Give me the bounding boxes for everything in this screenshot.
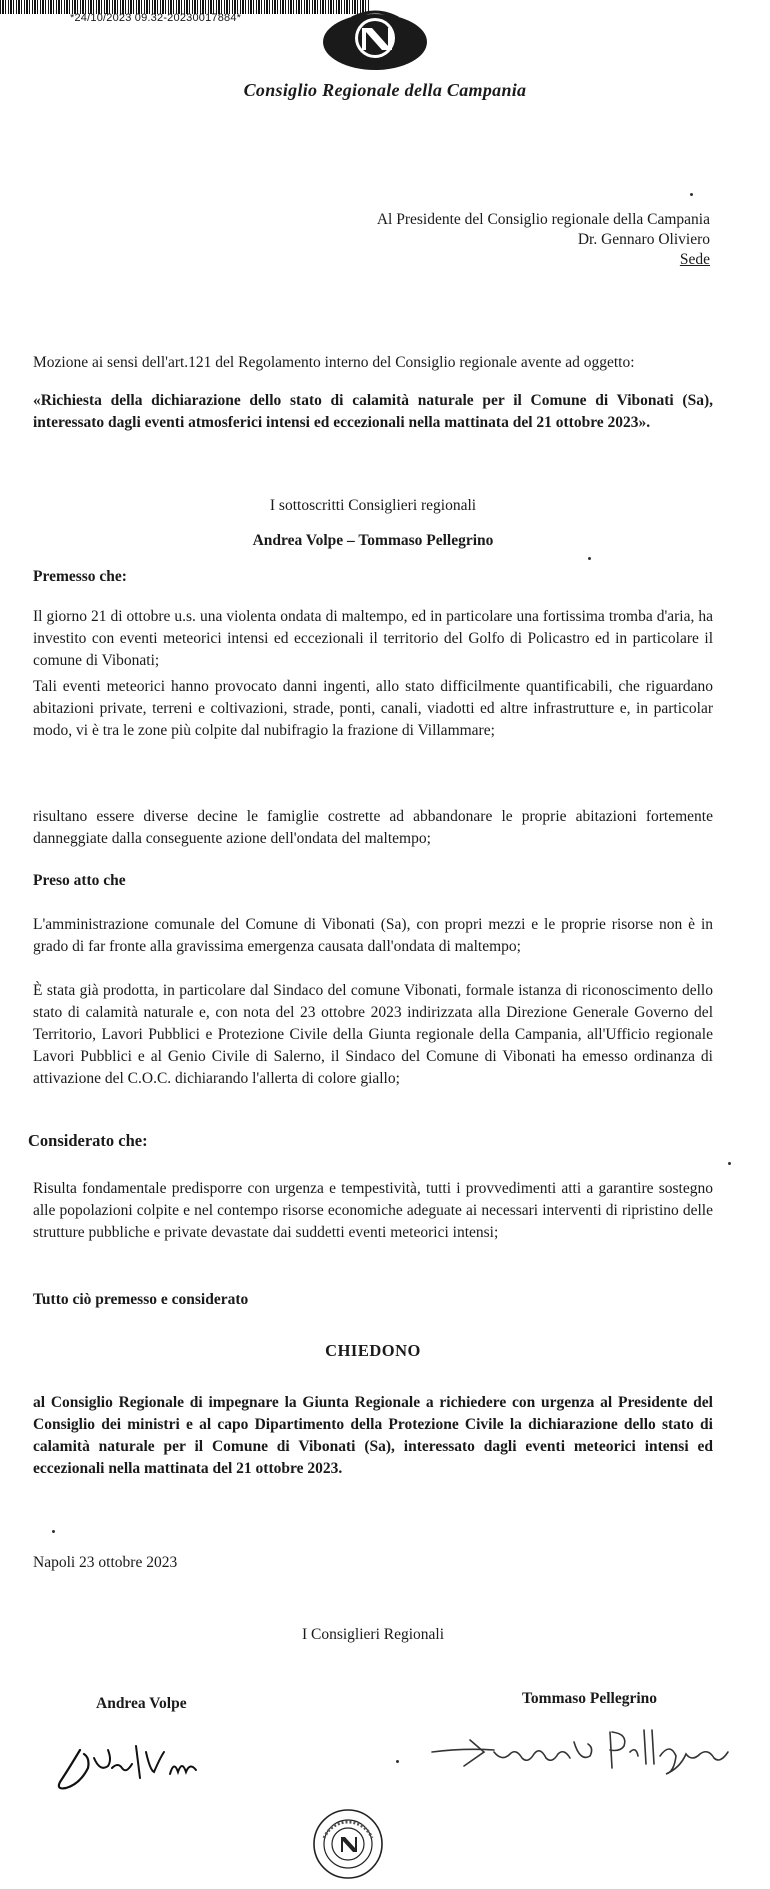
date-place: Napoli 23 ottobre 2023 [33,1554,178,1571]
considerato-heading: Considerato che: [28,1131,148,1150]
signer-1-name: Andrea Volpe [96,1695,187,1712]
signature-2-icon [424,1722,744,1782]
conclusion-line: Tutto ciò premesso e considerato [33,1291,249,1308]
preso-atto-heading: Preso atto che [33,872,126,889]
undersigned-names: Andrea Volpe – Tommaso Pellegrino [252,532,494,549]
scan-speck [52,1530,55,1533]
motion-intro: Mozione ai sensi dell'art.121 del Regolamento interno del Consiglio regionale avente ad oggetto: [33,354,635,371]
premesso-paragraph-3: risultano essere diverse decine le famiglie costrette ad abbandonare le proprie abitazioni fortemente danneggiate dalla conseguente azione dell'ondata del maltempo; [33,808,713,847]
signatories-heading: I Consiglieri Regionali [301,1626,445,1643]
addressee-line-3: Sede [679,251,710,268]
barcode-text: *24/10/2023 09.32-20230017884* [70,12,242,24]
council-name: Consiglio Regionale della Campania [243,80,527,100]
premesso-paragraph-2: Tali eventi meteorici hanno provocato danni ingenti, allo stato difficilmente quantificabili, che riguardano abitazioni private, terreni e coltivazioni, strade, ponti, canali, viadotti ed altre infrastrutture e, in particolar modo, vi è tra le zone più colpite dal nubifragio la frazione di Villammare; [33,678,713,739]
scan-speck [588,557,591,560]
preso-atto-paragraph-1: L'amministrazione comunale del Comune di Vibonati (Sa), con propri mezzi e le proprie risorse non è in grado di far fronte alla gravissima emergenza causata dall'ondata di maltempo; [33,916,713,955]
undersigned-line: I sottoscritti Consiglieri regionali [269,497,477,514]
addressee-block [377,210,710,270]
scan-speck [728,1162,731,1165]
council-seal-icon [312,1808,384,1880]
premesso-paragraph-1: Il giorno 21 di ottobre u.s. una violenta ondata di maltempo, ed in particolare una fortissima tromba d'aria, ha investito con eventi meteorici intensi ed eccezionali il territorio del Golfo di Policastro ed in particolare il comune di Vibonati; [33,608,713,669]
addressee-line-1: Al Presidente del Consiglio regionale della Campania [376,211,710,228]
council-logo-icon [322,6,428,72]
premesso-heading: Premesso che: [33,568,127,585]
motion-subject: «Richiesta della dichiarazione dello stato di calamità naturale per il Comune di Vibonati (Sa), interessato dagli eventi atmosferici intensi ed eccezionali nella mattinata del 21 ottobre 2023». [33,392,713,431]
considerato-paragraph-1: Risulta fondamentale predisporre con urgenza e tempestività, tutti i provvedimenti atti a garantire sostegno alle popolazioni colpite e nel contempo risorse economiche adeguate ai necessari interventi di ripristino delle strutture pubbliche e private devastate dai suddetti eventi meteorici intensi; [33,1180,713,1241]
signer-2-name: Tommaso Pellegrino [522,1690,658,1707]
request-paragraph: al Consiglio Regionale di impegnare la Giunta Regionale a richiedere con urgenza al Presidente del Consiglio dei ministri e al capo Dipartimento della Protezione Civile la dichiarazione dello stato di calamità naturale per il Comune di Vibonati (Sa), interessato dagli eventi meteorici intensi ed eccezionali nella mattinata del 21 ottobre 2023. [33,1394,713,1477]
signature-1-icon [50,1738,220,1798]
chiedono-heading: CHIEDONO [325,1341,421,1360]
scan-speck [396,1760,399,1763]
preso-atto-paragraph-2: È stata già prodotta, in particolare dal Sindaco del comune Vibonati, formale istanza di riconoscimento dello stato di calamità naturale e, con nota del 23 ottobre 2023 indirizzata alla Direzione Generale Governo del Territorio, Lavori Pubblici e Protezione Civile della Giunta regionale della Campania, all'Ufficio regionale Lavori Pubblici e al Genio Civile di Salerno, il Sindaco del Comune di Vibonati ha emesso ordinanza di attivazione del C.O.C. dichiarando l'allerta di colore giallo; [33,982,713,1087]
addressee-line-2: Dr. Gennaro Oliviero [577,231,710,248]
scan-speck [690,193,693,196]
